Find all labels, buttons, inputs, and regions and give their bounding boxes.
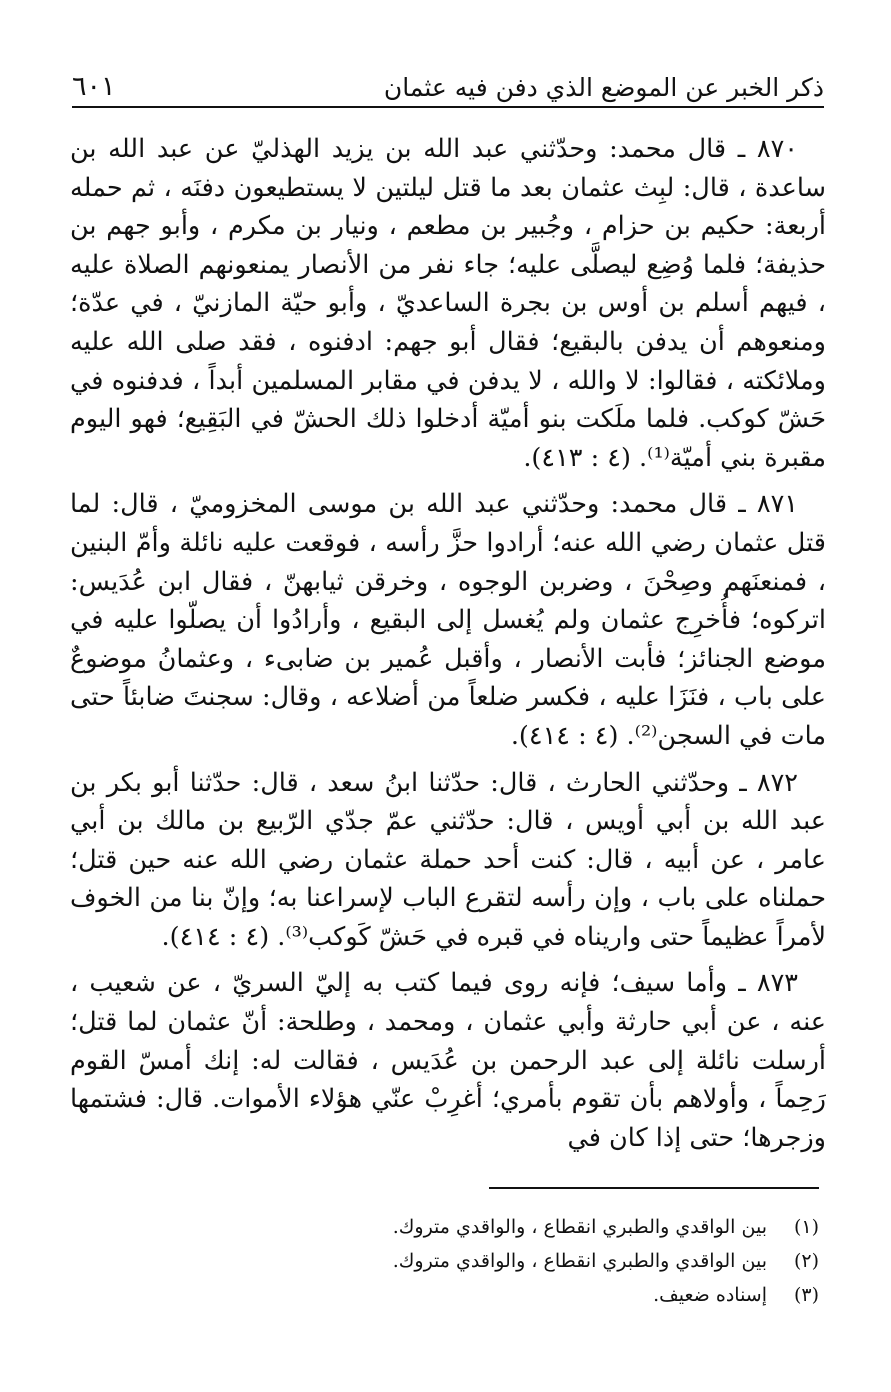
hadith-873: ٨٧٣ ـ وأما سيف؛ فإنه روى فيما كتب به إليّ السريّ ، عن شعيب ، عنه ، عن أبي حارثة وأبي عثمان ، ومحمد ، وطلحة: أنّ عثمان لما قتل؛ أرسلت نائلة إلى عبد الرحمن بن عُدَيس ، فقالت له: إنك أمسّ القوم رَحِماً ، وأولاهم بأن تقوم بأمري؛ أغرِبْ عنّي هؤلاء الأموات. قال: فشتمها وزجرها؛ حتى إذا كان في bbox=[70, 968, 826, 1153]
hadith-872: ٨٧٢ ـ وحدّثني الحارث ، قال: حدّثنا ابنُ سعد ، قال: حدّثنا أبو بكر بن عبد الله بن أبي أويس ، قال: حدّثني عمّ جدّي الرّبيع بن مالك بن أبي عامر ، عن أبيه ، قال: كنت أحد حملة عثمان رضي الله عنه حين قتل؛ حملناه على باب ، وإن رأسه لتقرع الباب لإسراعنا به؛ وإنّ بنا من الخوف لأمراً عظيماً حتى واريناه في قبره في حَشّ كَوكب⁽³⁾. (٤ : ٤١٤). bbox=[70, 767, 826, 952]
footnotes bbox=[319, 1210, 819, 1312]
page-header bbox=[72, 62, 824, 108]
hadith-870: ٨٧٠ ـ قال محمد: وحدّثني عبد الله بن يزيد الهذليّ عن عبد الله بن ساعدة ، قال: لبِث عثمان بعد ما قتل ليلتين لا يستطيعون دفنَه ، ثم حمله أربعة: حكيم بن حزام ، وجُبير بن مطعم ، ونيار بن مكرم ، وأبو جهم بن حذيفة؛ فلما وُضِع ليصلَّى عليه؛ جاء نفر من الأنصار يمنعونهم الصلاة عليه ، فيهم أسلم بن أوس بن بجرة الساعديّ ، وأبو حيّة المازنيّ ، في عدّة؛ ومنعوهم أن يدفن بالبقيع؛ فقال أبو جهم: ادفنوه ، فقد صلى الله عليه وملائكته ، فقالوا: لا والله ، لا يدفن في مقابر المسلمين أبداً ، فدفنوه في حَشّ كوكب. فلما ملَكت بنو أميّة أدخلوا ذلك الحشّ في البَقِيع؛ فهو اليوم مقبرة بني أميّة⁽¹⁾. (٤ : ٤١٣). bbox=[70, 134, 826, 473]
footnote-number: (٣) bbox=[793, 1284, 819, 1306]
footnote-text: إسناده ضعيف. bbox=[653, 1284, 767, 1306]
footnote-text: بين الواقدي والطبري انقطاع ، والواقدي متروك. bbox=[392, 1216, 767, 1238]
running-title: ذكر الخبر عن الموضع الذي دفن فيه عثمان bbox=[383, 73, 824, 102]
footnote-number: (١) bbox=[793, 1216, 819, 1238]
footnote-1 bbox=[319, 1210, 819, 1244]
main-text bbox=[70, 130, 826, 1157]
footnote-text: بين الواقدي والطبري انقطاع ، والواقدي متروك. bbox=[392, 1250, 767, 1272]
footnote-number: (٢) bbox=[793, 1250, 819, 1272]
page-number: ٦٠١ bbox=[72, 71, 116, 102]
footnote-2 bbox=[319, 1244, 819, 1278]
footnote-separator bbox=[489, 1187, 819, 1189]
footnote-3 bbox=[319, 1278, 819, 1312]
hadith-871: ٨٧١ ـ قال محمد: وحدّثني عبد الله بن موسى المخزوميّ ، قال: لما قتل عثمان رضي الله عنه؛ أرادوا حزَّ رأسه ، فوقعت عليه نائلة وأمّ البنين ، فمنعنَهم وصِحْنَ ، وضربن الوجوه ، وخرقن ثيابهنّ ، فقال ابن عُدَيس: اتركوه؛ فأُخرِج عثمان ولم يُغسل إلى البقيع ، وأرادُوا أن يصلّوا عليه في موضع الجنائز؛ فأبت الأنصار ، وأقبل عُمير بن ضابىء ، وعثمانُ موضوعٌ على باب ، فنَزَا عليه ، فكسر ضلعاً من أضلاعه ، وقال: سجنتَ ضابئاً حتى مات في السجن⁽²⁾. (٤ : ٤١٤). bbox=[70, 489, 826, 751]
